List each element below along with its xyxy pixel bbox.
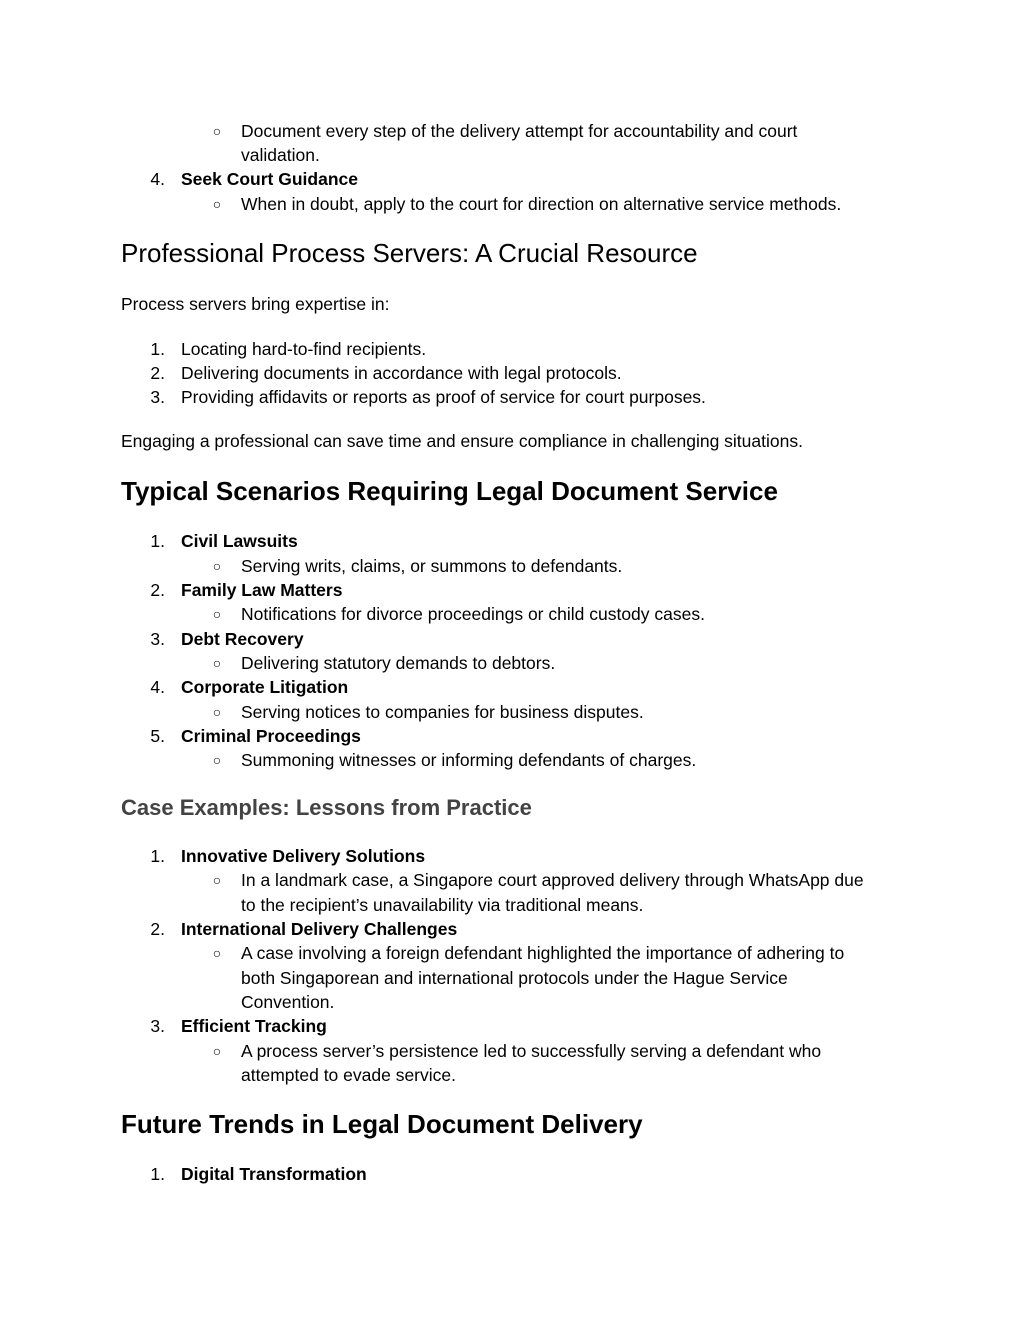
list-item-text: Convention. bbox=[241, 992, 335, 1012]
paragraph: Process servers bring expertise in: bbox=[121, 294, 390, 314]
list-item-text: to the recipient’s unavailability via traditional means. bbox=[241, 895, 644, 915]
list-bullet: ○ bbox=[212, 1043, 222, 1059]
list-item-text: In a landmark case, a Singapore court approved delivery through WhatsApp due bbox=[241, 870, 864, 890]
list-item-title: Digital Transformation bbox=[181, 1164, 367, 1184]
list-number: 1. bbox=[150, 846, 165, 866]
list-bullet: ○ bbox=[212, 123, 222, 139]
list-item-text: Summoning witnesses or informing defendants of charges. bbox=[241, 750, 697, 770]
list-number: 3. bbox=[150, 1016, 165, 1036]
list-number: 2. bbox=[150, 363, 165, 383]
list-item-text: both Singaporean and international protocols under the Hague Service bbox=[241, 968, 788, 988]
list-bullet: ○ bbox=[212, 196, 222, 212]
list-item-text: Providing affidavits or reports as proof of service for court purposes. bbox=[181, 387, 706, 407]
subsection-heading: Case Examples: Lessons from Practice bbox=[121, 795, 532, 820]
list-item-text: Serving notices to companies for business disputes. bbox=[241, 702, 644, 722]
list-item-text: attempted to evade service. bbox=[241, 1065, 456, 1085]
list-bullet: ○ bbox=[212, 704, 222, 720]
list-item-title: Efficient Tracking bbox=[181, 1016, 327, 1036]
section-heading: Professional Process Servers: A Crucial Resource bbox=[121, 238, 698, 268]
list-item-text: Serving writs, claims, or summons to defendants. bbox=[241, 556, 623, 576]
list-item-title: International Delivery Challenges bbox=[181, 919, 458, 939]
list-number: 1. bbox=[150, 1164, 165, 1184]
list-bullet: ○ bbox=[212, 945, 222, 961]
list-item-title: Civil Lawsuits bbox=[181, 531, 298, 551]
list-bullet: ○ bbox=[212, 872, 222, 888]
list-number: 3. bbox=[150, 629, 165, 649]
list-bullet: ○ bbox=[212, 752, 222, 768]
list-item-title: Family Law Matters bbox=[181, 580, 343, 600]
list-number: 5. bbox=[150, 726, 165, 746]
list-item-text: Document every step of the delivery attempt for accountability and court bbox=[241, 121, 798, 141]
paragraph: Engaging a professional can save time and ensure compliance in challenging situations. bbox=[121, 431, 803, 451]
list-bullet: ○ bbox=[212, 606, 222, 622]
list-item-text: A case involving a foreign defendant highlighted the importance of adhering to bbox=[241, 943, 845, 963]
section-heading: Future Trends in Legal Document Delivery bbox=[121, 1109, 643, 1139]
section-heading: Typical Scenarios Requiring Legal Document Service bbox=[121, 476, 778, 506]
list-number: 4. bbox=[150, 677, 165, 697]
list-item-text: When in doubt, apply to the court for direction on alternative service methods. bbox=[241, 194, 842, 214]
list-number: 3. bbox=[150, 387, 165, 407]
list-item-title: Corporate Litigation bbox=[181, 677, 349, 697]
list-item-text: Delivering statutory demands to debtors. bbox=[241, 653, 556, 673]
list-item-text: Locating hard-to-find recipients. bbox=[181, 339, 427, 359]
list-number: 2. bbox=[150, 580, 165, 600]
list-bullet: ○ bbox=[212, 655, 222, 671]
list-number: 2. bbox=[150, 919, 165, 939]
list-item-text: Notifications for divorce proceedings or child custody cases. bbox=[241, 604, 705, 624]
list-item-title: Debt Recovery bbox=[181, 629, 304, 649]
list-number: 1. bbox=[150, 339, 165, 359]
list-item-text: validation. bbox=[241, 145, 320, 165]
list-number: 1. bbox=[150, 531, 165, 551]
list-number: 4. bbox=[150, 169, 165, 189]
list-item-title: Innovative Delivery Solutions bbox=[181, 846, 426, 866]
list-item-text: A process server’s persistence led to successfully serving a defendant who bbox=[241, 1041, 822, 1061]
list-item-text: Delivering documents in accordance with legal protocols. bbox=[181, 363, 622, 383]
list-item-title: Criminal Proceedings bbox=[181, 726, 361, 746]
list-bullet: ○ bbox=[212, 558, 222, 574]
list-item-title: Seek Court Guidance bbox=[181, 169, 358, 189]
